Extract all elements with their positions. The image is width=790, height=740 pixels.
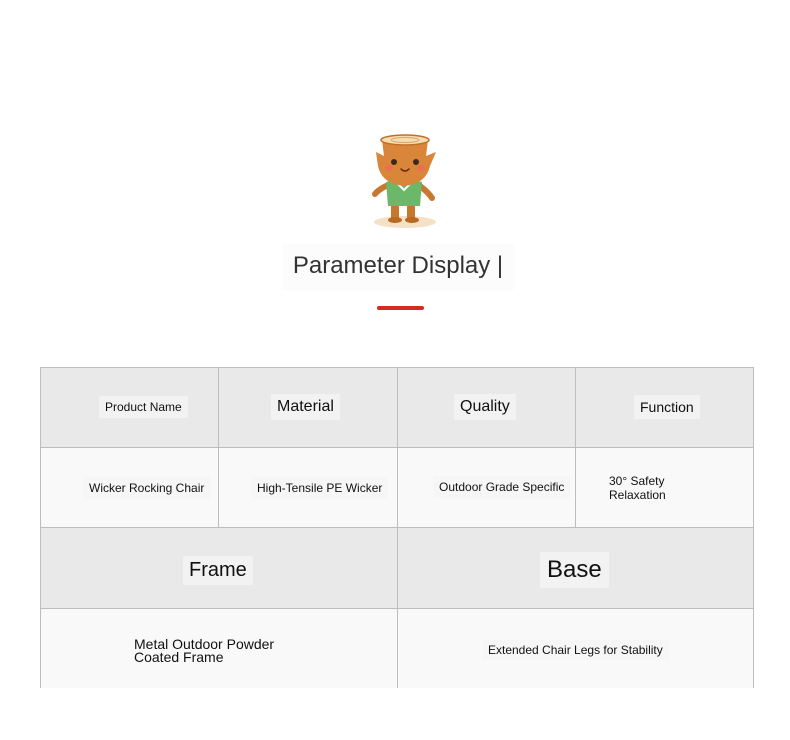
value-text-line: Coated Frame — [134, 649, 224, 665]
value-cell-frame — [41, 609, 398, 688]
header-cell-function — [576, 368, 753, 448]
header-cell-quality — [398, 368, 576, 448]
header-label: Function — [634, 395, 700, 419]
value-cell-quality — [398, 448, 576, 528]
title-underline — [377, 306, 424, 310]
header-cell-product-name — [41, 368, 219, 448]
value-cell-function — [576, 448, 753, 528]
header-label: Base — [540, 552, 609, 588]
value-cell-material — [219, 448, 398, 528]
value-cell-product-name — [41, 448, 219, 528]
value-text-line: Metal Outdoor Powder — [134, 636, 275, 652]
header-cell-material — [219, 368, 398, 448]
header-cell-base — [398, 528, 753, 609]
tree-stump-mascot-illustration — [364, 132, 444, 232]
value-row-secondary — [41, 609, 753, 688]
value-text: Outdoor Grade Specific — [433, 476, 570, 498]
header-label: Quality — [454, 394, 516, 420]
section-title: Parameter Display | — [282, 244, 514, 290]
header-cell-frame — [41, 528, 398, 609]
parameter-table — [40, 367, 754, 688]
value-text: High-Tensile PE Wicker — [251, 477, 388, 499]
header-label: Product Name — [99, 396, 188, 418]
value-text: Extended Chair Legs for Stability — [482, 640, 669, 660]
value-text-line: Relaxation — [609, 488, 666, 502]
value-text-line: 30° Safety — [609, 474, 665, 488]
header-label: Frame — [183, 556, 253, 585]
value-cell-base — [398, 609, 753, 688]
header-label: Material — [271, 394, 340, 420]
value-text: Wicker Rocking Chair — [83, 477, 210, 499]
header-row-secondary — [41, 528, 753, 609]
header-row — [41, 368, 753, 448]
value-row — [41, 448, 753, 528]
